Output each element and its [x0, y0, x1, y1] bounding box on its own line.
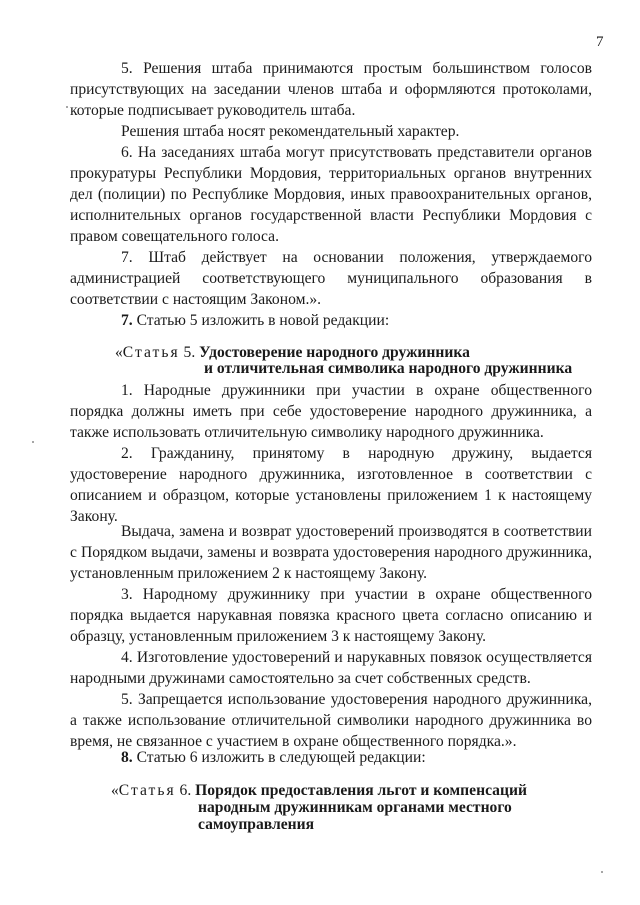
scan-speck	[66, 106, 68, 108]
article-6-title: Порядок предоставления льгот и компенсаций	[195, 782, 527, 799]
paragraph-art5-item-3: 3. Народному дружиннику при участии в охране общественного порядка выдается нарукавная повязка красного цвета согласно описанию и образцу, установленным приложением 3 к настоящему Закону.	[70, 586, 592, 645]
amendment-number: 8.	[121, 749, 133, 766]
amendment-number: 7.	[121, 312, 133, 329]
paragraph-art5-issuance: Выдача, замена и возврат удостоверений производятся в соответствии с Порядком выдачи, замены и возврата удостоверения народного дружинника, установленным приложением 2 к настоящему Закону.	[70, 523, 592, 582]
article-number: 5.	[183, 344, 196, 361]
amendment-text: Статью 5 изложить в новой редакции:	[136, 312, 390, 329]
article-quote: «	[111, 782, 119, 799]
article-6-heading-line-2: народным дружинникам органами местного	[198, 799, 512, 816]
article-word: Статья	[118, 782, 176, 799]
article-number: 6.	[179, 782, 192, 799]
paragraph-art5-item-2: 2. Гражданину, принятому в народную дружину, выдается удостоверение народного дружинника, изготовленное в соответствии с описанием и образцом, которые установлены приложением 1 к настоящему Закону.	[70, 445, 592, 525]
paragraph-meeting-participants: 6. На заседаниях штаба могут присутствовать представители органов прокуратуры Республики Мордовия, территориальных органов внутренних дел (полиции) по Республике Мордовия, иных правоохранительных органов, исполнительных органов государственной власти Республики Мордовия с правом совещательного голоса.	[70, 144, 592, 245]
amendment-text: Статью 6 изложить в следующей редакции:	[136, 749, 426, 766]
paragraph-amendment-7	[70, 310, 592, 331]
article-5-heading-line-2: и отличительная символика народного дружинника	[204, 360, 573, 377]
paragraph-art5-item-4: 4. Изготовление удостоверений и нарукавных повязок осуществляется народными дружинами самостоятельно за счет собственных средств.	[70, 649, 592, 687]
article-word: Статья	[122, 344, 180, 361]
paragraph-art5-item-1: 1. Народные дружинники при участии в охране общественного порядка должны иметь при себе удостоверение народного дружинника, а также использовать отличительную символику народного дружинника.	[70, 382, 592, 441]
article-quote: «	[115, 344, 123, 361]
paragraph-amendment-8	[70, 747, 592, 768]
paragraph-headquarters-basis: 7. Штаб действует на основании положения, утверждаемого администрацией соответствующего муниципального образования в соответствии с настоящим Законом.».	[70, 249, 592, 308]
article-5-title: Удостоверение народного дружинника	[199, 344, 470, 361]
scan-speck	[601, 871, 603, 873]
scan-speck	[32, 441, 34, 443]
article-6-heading-line-3: самоуправления	[198, 816, 315, 833]
paragraph-decision-advisory: Решения штаба носят рекомендательный характер.	[121, 123, 460, 140]
paragraph-decision-voting: 5. Решения штаба принимаются простым большинством голосов присутствующих на заседании членов штаба и оформляются протоколами, которые подписывает руководитель штаба.	[70, 60, 592, 119]
paragraph-art5-item-5: 5. Запрещается использование удостоверения народного дружинника, а также использование отличительной символики народного дружинника во время, не связанное с участием в охране общественного порядка.».	[70, 691, 592, 750]
page-number: 7	[596, 34, 604, 50]
